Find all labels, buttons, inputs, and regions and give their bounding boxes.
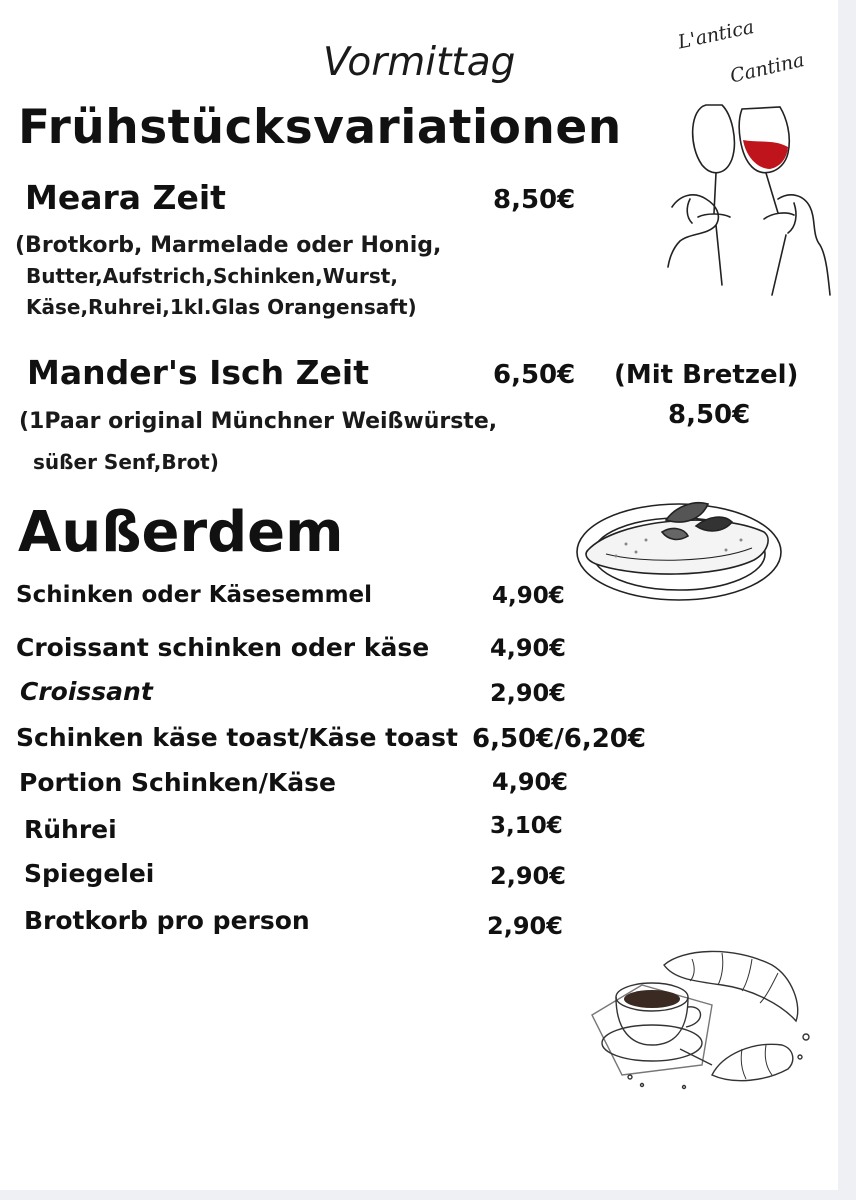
extra-item-price: 3,10€: [490, 813, 563, 839]
extra-item-price: 2,90€: [487, 912, 563, 940]
breakfast-item-price: 6,50€: [493, 360, 576, 390]
omelette-plate-illustration: [576, 492, 786, 607]
breakfast-item-name: Mander's Isch Zeit: [27, 353, 369, 392]
extra-item-name: Portion Schinken/Käse: [19, 768, 336, 797]
extra-item-name: Schinken oder Käsesemmel: [16, 582, 373, 608]
extra-item-price: 4,90€: [492, 583, 565, 609]
coffee-surface: [624, 990, 680, 1008]
breakfast-item-name: Meara Zeit: [25, 178, 226, 217]
extra-item-name: Croissant schinken oder käse: [16, 633, 430, 662]
logo-text-line2: Cantina: [728, 49, 807, 88]
coffee-croissant-illustration: [582, 945, 817, 1095]
extra-item-price: 2,90€: [490, 679, 566, 707]
extra-item-name: Schinken käse toast/Käse toast: [16, 723, 459, 752]
extra-item-name: Rührei: [24, 815, 117, 844]
section-title-extras: Außerdem: [18, 500, 344, 565]
extra-item-price: 4,90€: [490, 634, 566, 662]
menu-subtitle: Vormittag: [323, 40, 516, 85]
extra-item-price: 6,50€/6,20€: [472, 724, 646, 754]
section-title-breakfast: Frühstücksvariationen: [18, 100, 622, 155]
breakfast-item-description: Käse,Ruhrei,1kl.Glas Orangensaft): [26, 295, 417, 319]
extra-item-name: Croissant: [20, 677, 153, 706]
extra-item-name: Spiegelei: [24, 859, 155, 888]
breakfast-item-description: süßer Senf,Brot): [33, 450, 219, 474]
breakfast-item-note: (Mit Bretzel): [614, 360, 799, 390]
extra-item-name: Brotkorb pro person: [24, 906, 310, 935]
breakfast-item-description: Butter,Aufstrich,Schinken,Wurst,: [26, 264, 398, 288]
extra-item-price: 4,90€: [492, 768, 568, 796]
logo-text-line1: L'antica: [676, 15, 756, 54]
breakfast-item-note-price: 8,50€: [668, 400, 751, 430]
breakfast-item-price: 8,50€: [493, 185, 576, 215]
wine-glasses-toast-illustration: [660, 95, 830, 300]
breakfast-item-description: (Brotkorb, Marmelade oder Honig,: [15, 233, 442, 258]
breakfast-item-description: (1Paar original Münchner Weißwürste,: [19, 409, 498, 434]
extra-item-price: 2,90€: [490, 862, 566, 890]
